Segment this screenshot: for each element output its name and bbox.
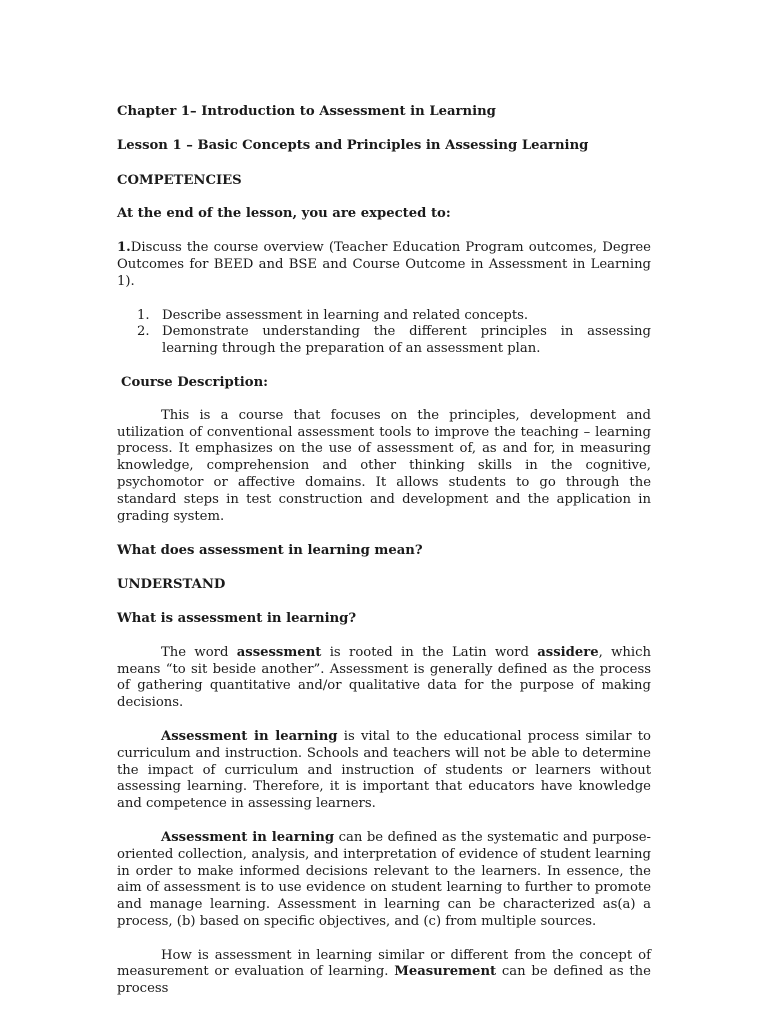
paragraph-measurement <box>117 948 651 998</box>
objective-text: Discuss the course overview (Teacher Education Program outcomes, Degree Outcomes for BEED and BSE and Course Outcome in Assessment in Learning 1). <box>117 240 651 289</box>
objective-paragraph <box>117 240 651 290</box>
bold-term: Measurement <box>394 964 497 980</box>
expected-heading: At the end of the lesson, you are expected to: <box>117 206 451 222</box>
text-run: is vital to the educational process similar to curriculum and instruction. Schools and teachers will not be able to determine the impact of curriculum and instruction of students or learners without assessing learning. Therefore, it is important that educators have knowledge and competence in assessing learners. <box>117 728 651 812</box>
text-run: is rooted in the Latin word <box>321 644 538 660</box>
list-item-number: 1. <box>137 307 150 323</box>
lesson-title: Lesson 1 – Basic Concepts and Principles in Assessing Learning <box>117 137 589 153</box>
list-item-text: Demonstrate understanding the different principles in assessing learning through the preparation of an assessment plan. <box>162 324 651 357</box>
question-heading: What does assessment in learning mean? <box>117 543 423 559</box>
bold-term: assessment <box>236 644 322 660</box>
list-item-text: Describe assessment in learning and related concepts. <box>162 307 529 323</box>
bold-term: Assessment in learning <box>161 728 338 744</box>
chapter-title: Chapter 1– Introduction to Assessment in Learning <box>117 104 496 119</box>
text-run: can be defined as the process <box>117 964 651 997</box>
list-item-number: 2. <box>137 324 150 340</box>
bold-term: assidere <box>537 644 599 660</box>
paragraph-assessment-vital <box>117 729 651 813</box>
text-run: , which means “to sit beside another”. Assessment is generally defined as the process of gathering quantitative and/or qualitative data for the purpose of making decisions. <box>117 644 651 711</box>
objectives-list <box>117 308 651 358</box>
text-run: can be defined as the systematic and purpose-oriented collection, analysis, and interpretation of evidence of student learning in order to make informed decisions relevant to the learners. In essence, the aim of assessment is to use evidence on student learning to further to promote and manage learning. Assessment in learning can be characterized as(a) a process, (b) based on specific objectives, and (c) from multiple sources. <box>117 829 651 929</box>
paragraph-assessment-defined <box>117 830 651 931</box>
objective-number: 1. <box>117 240 131 256</box>
course-description-paragraph: This is a course that focuses on the principles, development and utilization of conventional assessment tools to improve the teaching – learning process. It emphasizes on the use of assessment of, as and for, in measuring knowledge, comprehension and other thinking skills in the cognitive, psychomotor or affective domains. It allows students to go through the standard steps in test construction and development and the application in grading system. <box>117 407 651 524</box>
list-item <box>117 308 651 325</box>
text-run: The word <box>161 644 237 660</box>
what-is-heading: What is assessment in learning? <box>117 610 357 626</box>
bold-term: Assessment in learning <box>161 829 335 845</box>
competencies-heading: COMPETENCIES <box>117 172 242 188</box>
text-run: How is assessment in learning similar or different from the concept of measurement or evaluation of learning. <box>117 947 651 980</box>
course-description-heading: Course Description: <box>121 374 269 390</box>
understand-heading: UNDERSTAND <box>117 577 226 593</box>
paragraph-word-assessment <box>117 645 651 712</box>
list-item <box>117 324 651 358</box>
